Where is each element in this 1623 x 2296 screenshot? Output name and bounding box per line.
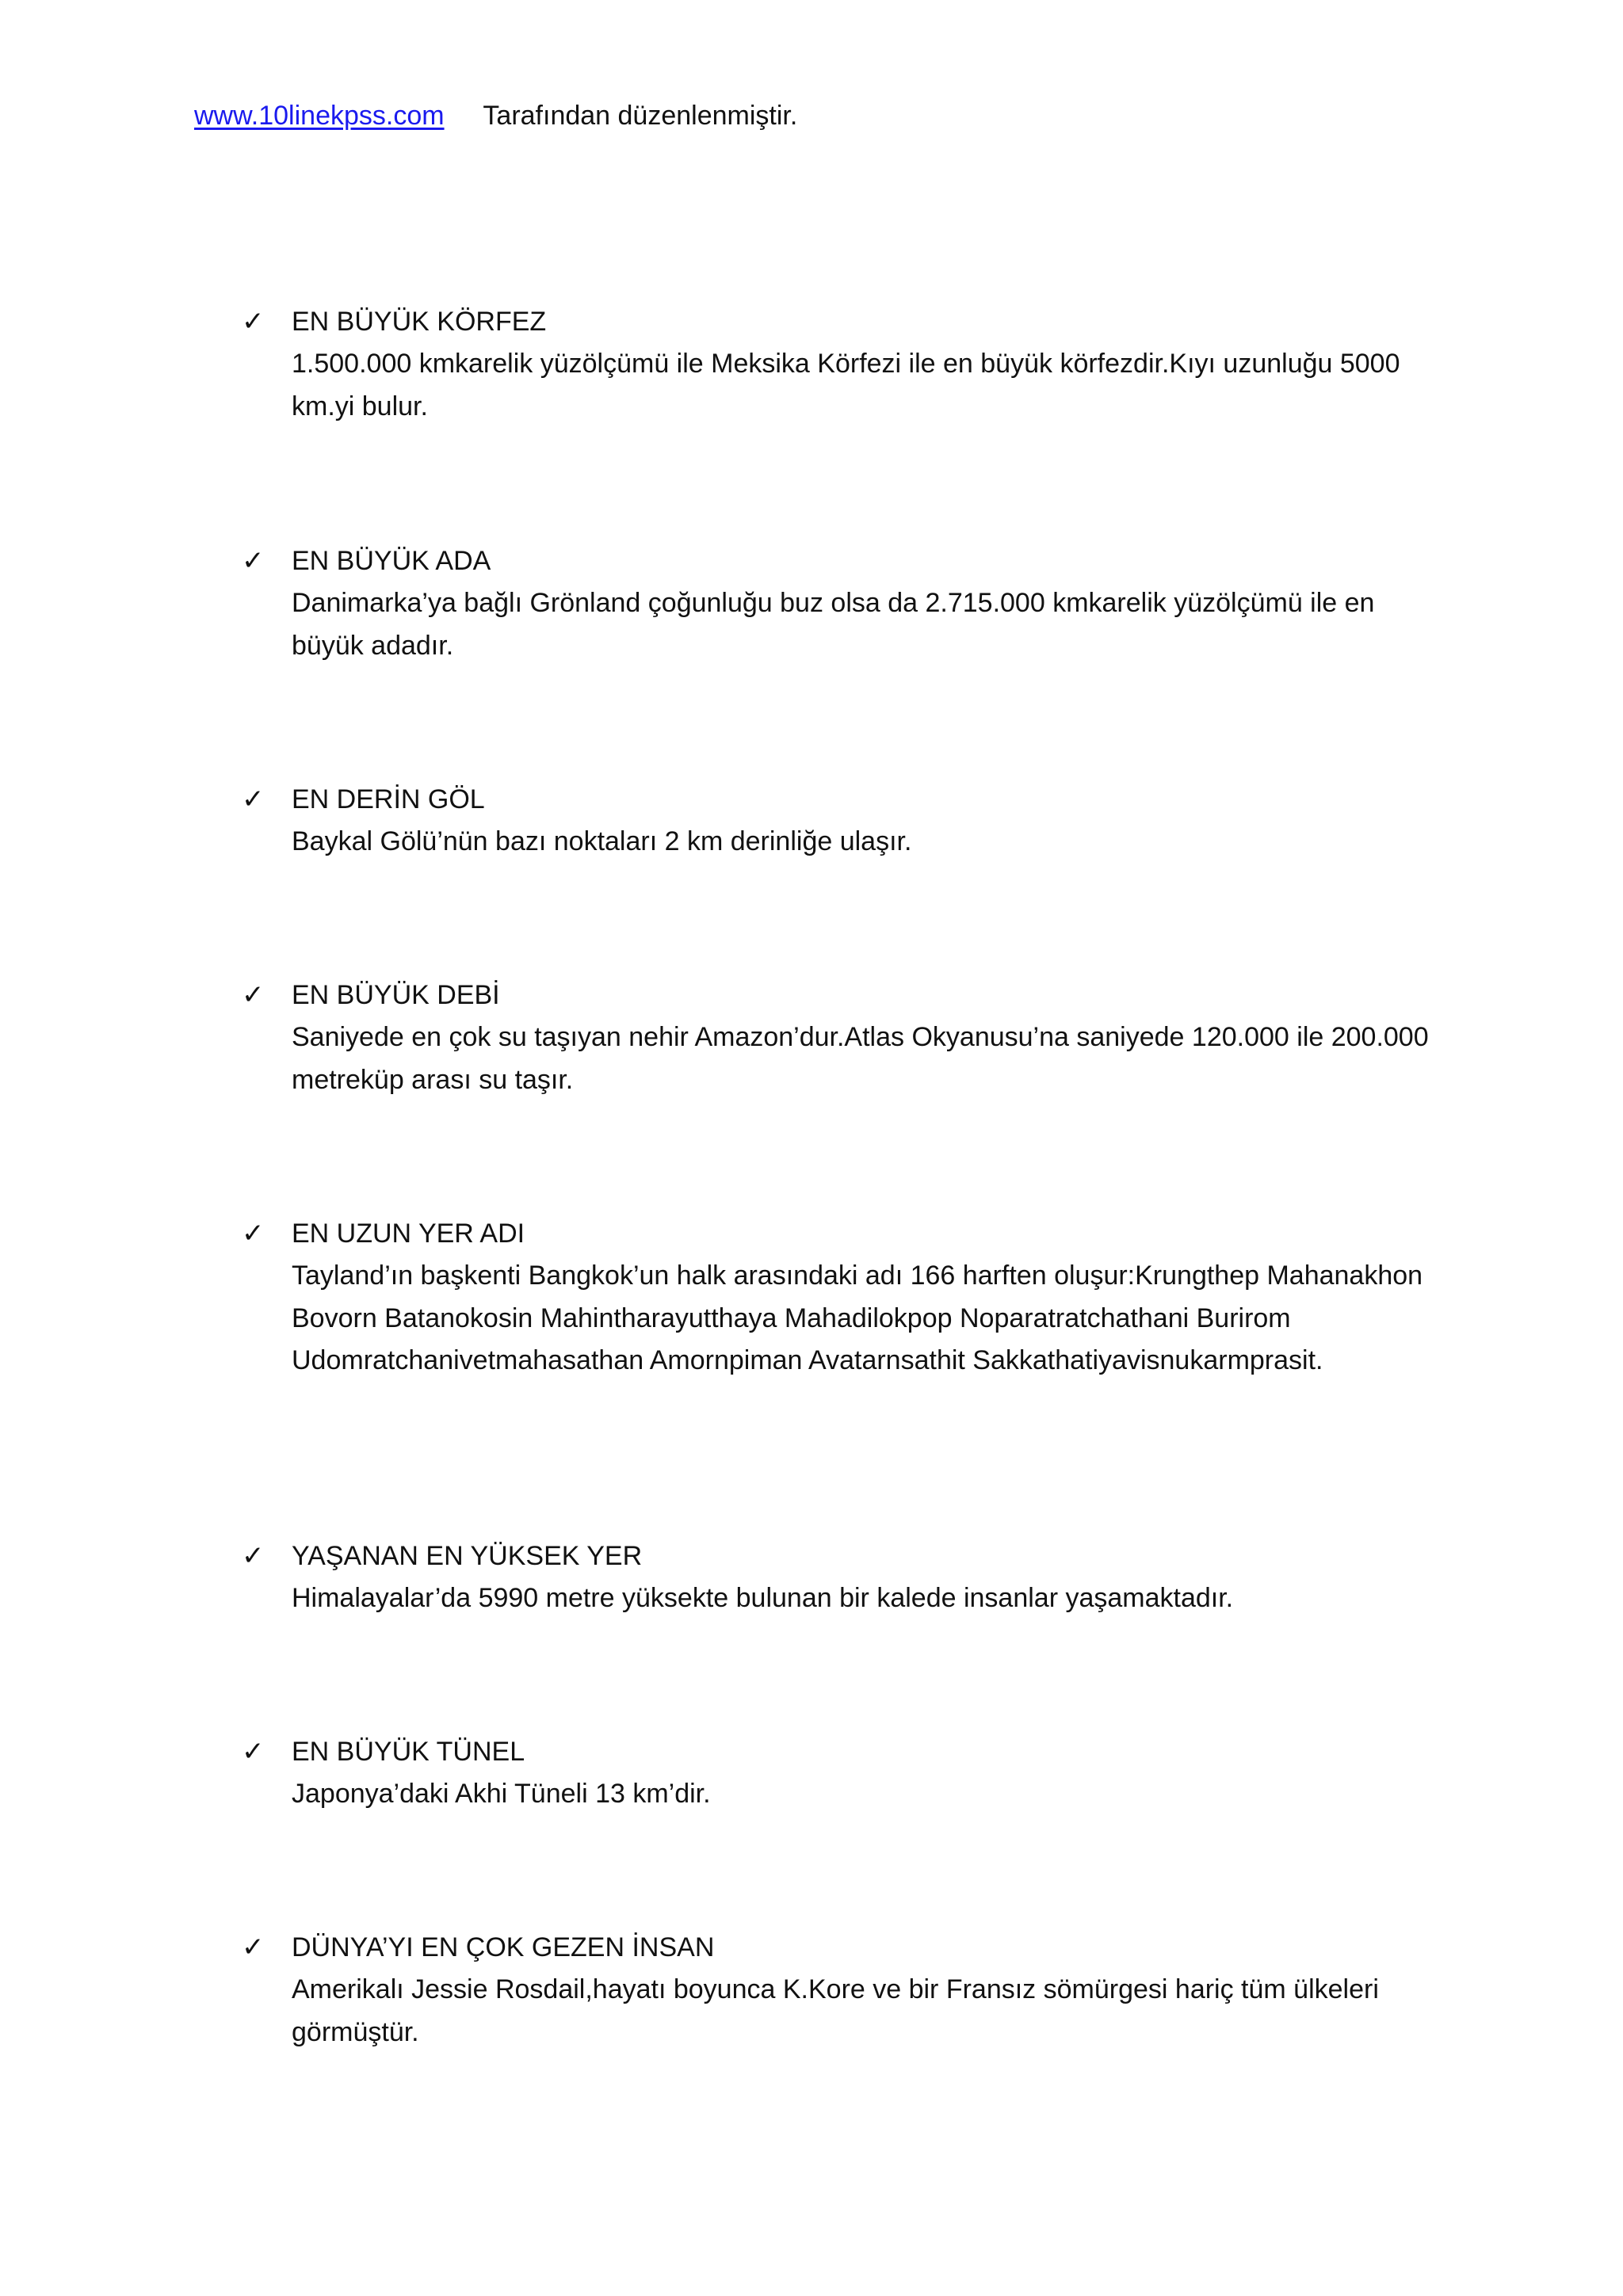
checkmark-icon: ✓ bbox=[242, 306, 265, 338]
checkmark-icon: ✓ bbox=[242, 1932, 265, 1963]
entry-text: Baykal Gölü’nün bazı noktaları 2 km derinliğe ulaşır. bbox=[292, 826, 912, 856]
entry-text: Danimarka’ya bağlı Grönland çoğunluğu buz olsa da 2.715.000 kmkarelik yüzölçümü ile en büyük adadır. bbox=[292, 588, 1375, 661]
entry-text: Amerikalı Jessie Rosdail,hayatı boyunca K.Kore ve bir Fransız sömürgesi hariç tüm ülkeleri görmüştür. bbox=[292, 1974, 1379, 2047]
list-item bbox=[242, 1535, 1446, 1620]
checkmark-icon: ✓ bbox=[242, 784, 265, 815]
list-item bbox=[242, 779, 1446, 864]
list-item bbox=[242, 1927, 1446, 2054]
entry-title: EN BÜYÜK KÖRFEZ bbox=[292, 307, 547, 337]
list-item bbox=[242, 974, 1446, 1101]
entry-text: Tayland’ın başkenti Bangkok’un halk arasındaki adı 166 harften oluşur:Krungthep Mahanakhon Bovorn Batanokosin Mahintharayutthaya Mahadilokpop Noparatratchathani Burirom Udomratchanivetmahasathan Amornpiman Avatarnsathit Sakkathatiyavisnukarmprasit. bbox=[292, 1261, 1423, 1375]
site-link[interactable]: www.10linekpss.com bbox=[194, 101, 445, 131]
entry-text: Himalayalar’da 5990 metre yüksekte bulunan bir kalede insanlar yaşamaktadır. bbox=[292, 1583, 1234, 1613]
list-item bbox=[242, 301, 1446, 428]
page-header bbox=[194, 95, 797, 136]
list-item bbox=[242, 1731, 1446, 1816]
list-item bbox=[242, 1213, 1446, 1383]
entry-text: Saniyede en çok su taşıyan nehir Amazon’dur.Atlas Okyanusu’na saniyede 120.000 ile 200.000 metreküp arası su taşır. bbox=[292, 1022, 1429, 1095]
checkmark-icon: ✓ bbox=[242, 1540, 265, 1572]
header-byline: Tarafından düzenlenmiştir. bbox=[483, 101, 798, 131]
checkmark-icon: ✓ bbox=[242, 1218, 265, 1249]
entry-title: EN UZUN YER ADI bbox=[292, 1219, 525, 1249]
entry-title: DÜNYA’YI EN ÇOK GEZEN İNSAN bbox=[292, 1932, 715, 1962]
entry-text: 1.500.000 kmkarelik yüzölçümü ile Meksika Körfezi ile en büyük körfezdir.Kıyı uzunluğu 5000 km.yi bulur. bbox=[292, 349, 1400, 421]
checkmark-icon: ✓ bbox=[242, 545, 265, 577]
checkmark-icon: ✓ bbox=[242, 1736, 265, 1768]
checkmark-icon: ✓ bbox=[242, 979, 265, 1011]
entry-title: EN BÜYÜK ADA bbox=[292, 546, 491, 576]
entry-title: YAŞANAN EN YÜKSEK YER bbox=[292, 1541, 643, 1571]
entry-text: Japonya’daki Akhi Tüneli 13 km’dir. bbox=[292, 1779, 711, 1809]
entry-title: EN BÜYÜK DEBİ bbox=[292, 980, 500, 1010]
list-item bbox=[242, 540, 1446, 667]
entry-title: EN BÜYÜK TÜNEL bbox=[292, 1737, 525, 1767]
entry-title: EN DERİN GÖL bbox=[292, 784, 485, 814]
